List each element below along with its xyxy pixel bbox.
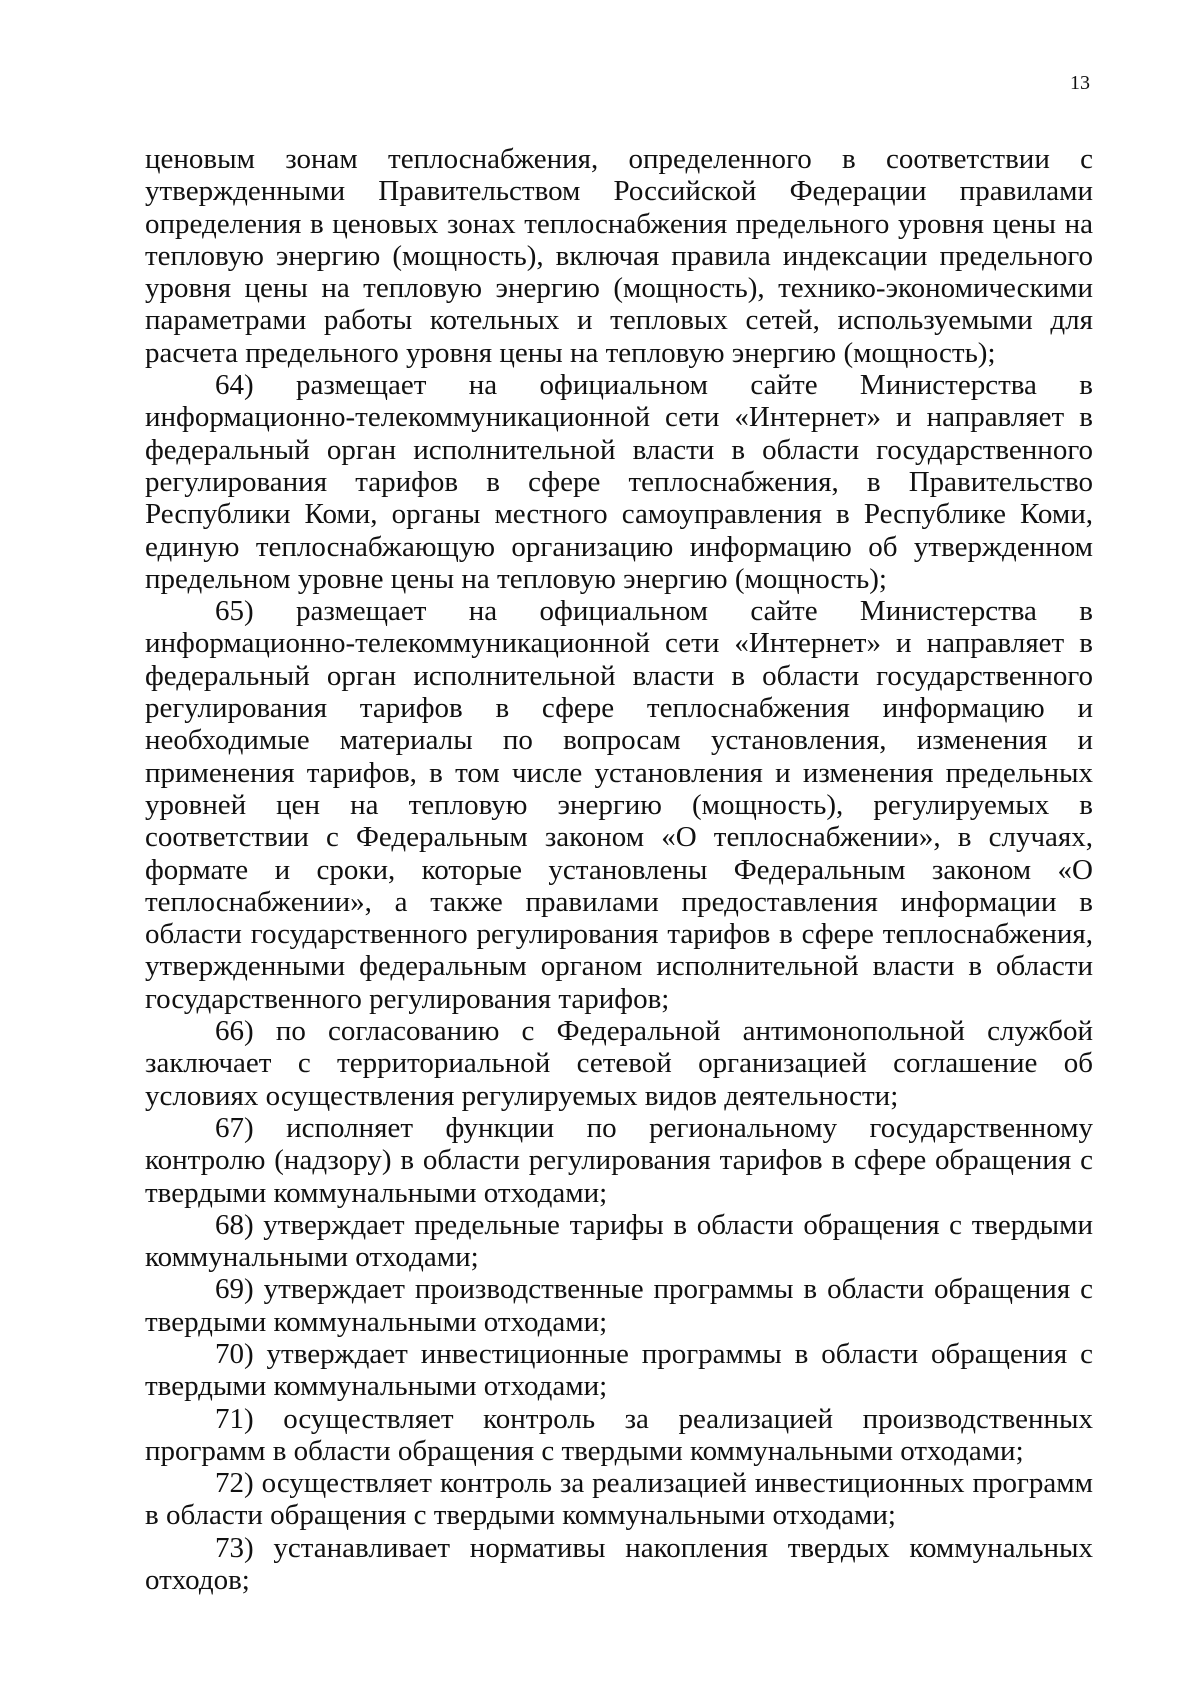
paragraph-item-64: 64) размещает на официальном сайте Министерства в информационно-телекоммуникационной сети «Интернет» и направляет в федеральный орган исполнительной власти в области государственного регулирования тарифов в сфере теплоснабжения, в Правительство Республики Коми, органы местного самоуправления в Республике Коми, единую теплоснабжающую организацию информацию об утвержденном предельном уровне цены на тепловую энергию (мощность); [145,369,1093,595]
paragraph-continuation: ценовым зонам теплоснабжения, определенного в соответствии с утвержденными Правительством Российской Федерации правилами определения в ценовых зонах теплоснабжения предельного уровня цены на тепловую энергию (мощность), включая правила индексации предельного уровня цены на тепловую энергию (мощность), технико-экономическими параметрами работы котельных и тепловых сетей, используемыми для расчета предельного уровня цены на тепловую энергию (мощность); [145,143,1093,369]
paragraph-item-68: 68) утверждает предельные тарифы в области обращения с твердыми коммунальными отходами; [145,1208,1093,1274]
paragraph-item-67: 67) исполняет функции по региональному государственному контролю (надзору) в области регулирования тарифов в сфере обращения с твердыми коммунальными отходами; [145,1111,1093,1209]
page-number: 13 [1070,72,1090,94]
paragraph-item-69: 69) утверждает производственные программы в области обращения с твердыми коммунальными отходами; [145,1273,1093,1338]
paragraph-item-70: 70) утверждает инвестиционные программы в области обращения с твердыми коммунальными отходами; [145,1337,1093,1403]
document-body [145,143,1093,1596]
paragraph-item-71: 71) осуществляет контроль за реализацией производственных программ в области обращения с твердыми коммунальными отходами; [145,1402,1093,1467]
paragraph-item-73: 73) устанавливает нормативы накопления твердых коммунальных отходов; [145,1531,1093,1597]
paragraph-item-72: 72) осуществляет контроль за реализацией инвестиционных программ в области обращения с твердыми коммунальными отходами; [145,1467,1093,1532]
paragraph-item-65: 65) размещает на официальном сайте Министерства в информационно-телекоммуникационной сети «Интернет» и направляет в федеральный орган исполнительной власти в области государственного регулирования тарифов в сфере теплоснабжения информацию и необходимые материалы по вопросам установления, изменения и применения тарифов, в том числе установления и изменения предельных уровней цен на тепловую энергию (мощность), регулируемых в соответствии с Федеральным законом «О теплоснабжении», в случаях, формате и сроки, которые установлены Федеральным законом «О теплоснабжении», а также правилами предоставления информации в области государственного регулирования тарифов в сфере теплоснабжения, утвержденными федеральным органом исполнительной власти в области государственного регулирования тарифов; [145,595,1093,1015]
paragraph-item-66: 66) по согласованию с Федеральной антимонопольной службой заключает с территориальной сетевой организацией соглашение об условиях осуществления регулируемых видов деятельности; [145,1015,1093,1112]
